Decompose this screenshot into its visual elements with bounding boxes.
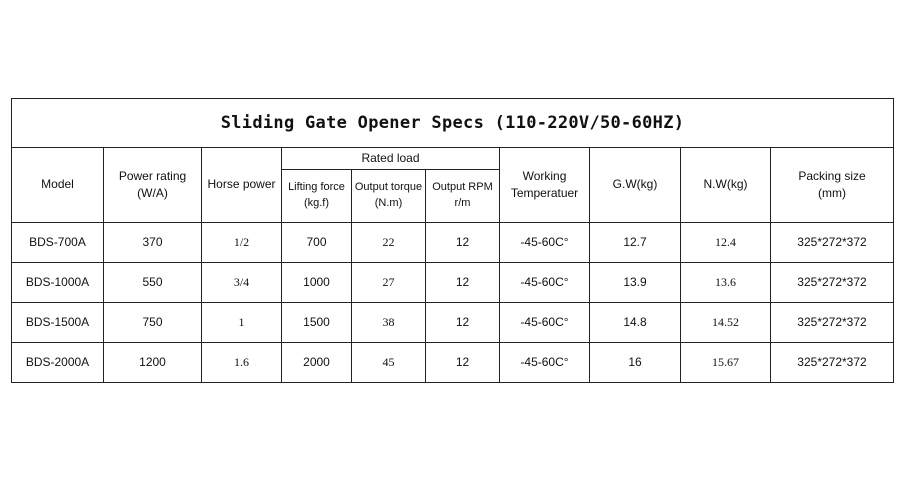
cell-gw: 16 — [590, 343, 681, 383]
cell-gw: 13.9 — [590, 263, 681, 303]
cell-nw: 12.4 — [681, 223, 771, 263]
table-row — [12, 303, 894, 343]
cell-packing-size: 325*272*372 — [771, 343, 894, 383]
header-output-torque-label: Output torque — [354, 181, 423, 194]
cell-packing-size: 325*272*372 — [771, 303, 894, 343]
table-row — [12, 343, 894, 383]
cell-gw: 14.8 — [590, 303, 681, 343]
header-output-torque — [352, 170, 426, 223]
header-packing-size — [771, 148, 894, 223]
cell-nw: 13.6 — [681, 263, 771, 303]
header-packing-size-unit: (mm) — [818, 186, 846, 200]
header-working-temp-line2: Temperatuer — [510, 186, 579, 200]
cell-packing-size: 325*272*372 — [771, 263, 894, 303]
cell-power: 1200 — [104, 343, 202, 383]
header-lifting-force — [282, 170, 352, 223]
cell-model: BDS-700A — [12, 223, 104, 263]
cell-packing-size: 325*272*372 — [771, 223, 894, 263]
header-working-temp — [500, 148, 590, 223]
cell-working-temp: -45-60C° — [500, 263, 590, 303]
table-row — [12, 223, 894, 263]
header-packing-size-label: Packing size — [798, 168, 866, 183]
cell-lifting-force: 1500 — [282, 303, 352, 343]
cell-working-temp: -45-60C° — [500, 303, 590, 343]
cell-nw: 14.52 — [681, 303, 771, 343]
header-horse-power: Horse power — [202, 148, 282, 223]
cell-power: 550 — [104, 263, 202, 303]
header-power-rating — [104, 148, 202, 223]
cell-nw: 15.67 — [681, 343, 771, 383]
cell-output-torque: 45 — [352, 343, 426, 383]
cell-output-rpm: 12 — [426, 343, 500, 383]
cell-power: 370 — [104, 223, 202, 263]
header-lifting-force-unit: (kg.f) — [303, 197, 330, 209]
cell-working-temp: -45-60C° — [500, 343, 590, 383]
cell-lifting-force: 1000 — [282, 263, 352, 303]
header-nw: N.W(kg) — [681, 148, 771, 223]
header-output-rpm-unit: r/m — [454, 197, 471, 209]
header-output-rpm-label: Output RPM — [432, 181, 493, 194]
cell-power: 750 — [104, 303, 202, 343]
cell-model: BDS-1500A — [12, 303, 104, 343]
cell-output-rpm: 12 — [426, 303, 500, 343]
cell-output-rpm: 12 — [426, 223, 500, 263]
cell-output-torque: 22 — [352, 223, 426, 263]
cell-horse-power: 3/4 — [202, 263, 282, 303]
header-power-rating-unit: (W/A) — [137, 186, 168, 200]
cell-model: BDS-1000A — [12, 263, 104, 303]
cell-horse-power: 1 — [202, 303, 282, 343]
header-working-temp-line1: Working — [522, 168, 567, 183]
cell-gw: 12.7 — [590, 223, 681, 263]
header-rated-load: Rated load — [282, 148, 500, 170]
header-output-torque-unit: (N.m) — [374, 197, 403, 209]
cell-working-temp: -45-60C° — [500, 223, 590, 263]
cell-horse-power: 1.6 — [202, 343, 282, 383]
cell-lifting-force: 2000 — [282, 343, 352, 383]
cell-output-torque: 38 — [352, 303, 426, 343]
header-model: Model — [12, 148, 104, 223]
cell-output-rpm: 12 — [426, 263, 500, 303]
cell-horse-power: 1/2 — [202, 223, 282, 263]
cell-model: BDS-2000A — [12, 343, 104, 383]
header-lifting-force-label: Lifting force — [288, 181, 345, 194]
header-power-rating-label: Power rating — [118, 168, 187, 183]
cell-output-torque: 27 — [352, 263, 426, 303]
cell-lifting-force: 700 — [282, 223, 352, 263]
table-title: Sliding Gate Opener Specs (110-220V/50-60HZ) — [12, 99, 894, 148]
header-gw: G.W(kg) — [590, 148, 681, 223]
spec-table — [11, 98, 894, 383]
header-output-rpm — [426, 170, 500, 223]
table-row — [12, 263, 894, 303]
